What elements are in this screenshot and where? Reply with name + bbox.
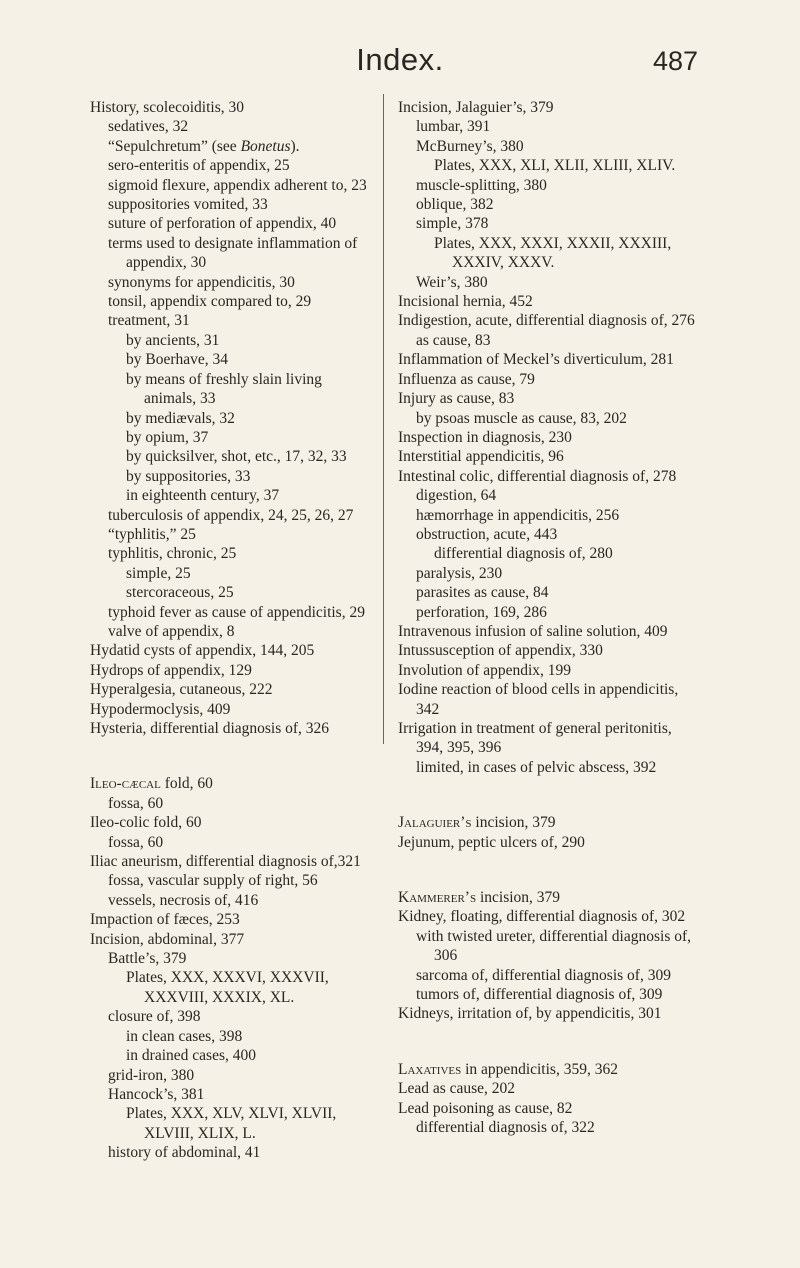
index-subentry: Battle’s, 379 [108,950,187,968]
index-entry: Hydrops of appendix, 129 [90,661,252,679]
index-subentry: differential diagnosis of, 322 [416,1119,595,1137]
index-entry: Hypodermoclysis, 409 [90,700,231,718]
index-subentry: by ancients, 31 [126,331,220,349]
index-subentry: Plates, XXX, XLV, XLVI, XLVII, XLVIII, XLIX, L. [126,1105,337,1142]
index-entry: Iodine reaction of blood cells in appendicitis, 342 [398,681,679,718]
index-subentry: limited, in cases of pelvic abscess, 392 [416,758,657,776]
index-subentry: stercoraceous, 25 [126,584,234,602]
index-entry: Jalaguier’s incision, 379 [398,814,556,832]
index-entry: Ileo-colic fold, 60 [90,814,202,832]
index-subentry: Weir’s, 380 [416,273,488,291]
index-entry: Intestinal colic, differential diagnosis of, 278 [398,467,677,485]
index-subentry: fossa, 60 [108,794,164,812]
index-subentry: muscle-splitting, 380 [416,176,547,194]
index-entry: Lead poisoning as cause, 82 [398,1099,573,1117]
index-entry: Indigestion, acute, differential diagnosis of, 276 [398,312,695,330]
index-subentry: tumors of, differential diagnosis of, 309 [416,986,663,1004]
index-subentry: sero-enteritis of appendix, 25 [108,157,290,175]
index-subentry: simple, 25 [126,564,191,582]
index-subentry: fossa, 60 [108,833,164,851]
index-subentry: lumbar, 391 [416,118,491,136]
index-subentry: parasites as cause, 84 [416,584,549,602]
section-gap [398,777,698,813]
index-subentry: sarcoma of, differential diagnosis of, 309 [416,966,671,984]
index-subentry: by means of freshly slain living animals, 33 [126,370,322,408]
index-subentry: paralysis, 230 [416,564,503,582]
index-subentry: terms used to designate inflammation of appendix, 30 [108,234,358,272]
index-subentry: McBurney’s, 380 [416,137,524,155]
index-entry: Kidney, floating, differential diagnosis of, 302 [398,908,686,926]
index-subentry: in drained cases, 400 [126,1047,256,1065]
index-subentry: oblique, 382 [416,196,494,214]
index-subentry: vessels, necrosis of, 416 [108,891,259,909]
index-entry: Hydatid cysts of appendix, 144, 205 [90,642,315,660]
index-entry: Hysteria, differential diagnosis of, 326 [90,720,330,737]
index-entry: Kidneys, irritation of, by appendicitis, 301 [398,1005,662,1023]
index-subentry: digestion, 64 [416,487,497,505]
index-entry: Intravenous infusion of saline solution, 409 [398,622,668,640]
index-subentry: synonyms for appendicitis, 30 [108,273,295,291]
index-subentry: treatment, 31 [108,312,190,330]
index-entry: Ileo-cæcal fold, 60 [90,775,213,793]
index-subentry: history of abdominal, 41 [108,1144,261,1162]
index-subentry: valve of appendix, 8 [108,622,235,640]
index-subentry: by quicksilver, shot, etc., 17, 32, 33 [126,448,347,466]
index-subentry: grid-iron, 380 [108,1066,195,1084]
index-entry: Hyperalgesia, cutaneous, 222 [90,681,273,699]
page-title: Index. [356,42,444,77]
index-subentry: with twisted ureter, differential diagnosis of, 306 [416,927,692,965]
index-column-right [398,98,698,1138]
index-entry: Laxatives in appendicitis, 359, 362 [398,1060,618,1078]
index-entry: History, scolecoiditis, 30 [90,99,244,116]
page-header [0,42,800,82]
index-subentry: by Boerhave, 34 [126,351,229,369]
index-entry: Incision, Jalaguier’s, 379 [398,99,554,116]
index-subentry: differential diagnosis of, 280 [434,545,613,563]
index-subentry: tuberculosis of appendix, 24, 25, 26, 27 [108,506,354,524]
index-entry: Interstitial appendicitis, 96 [398,448,564,466]
index-subentry: as cause, 83 [416,331,491,349]
index-entry: Kammerer’s incision, 379 [398,889,561,907]
index-subentry: suppositories vomited, 33 [108,196,268,214]
index-subentry: obstruction, acute, 443 [416,525,558,543]
column-divider [383,94,384,744]
section-gap [90,738,375,774]
index-entry: Iliac aneurism, differential diagnosis of,321 [90,853,361,871]
index-subentry: hæmorrhage in appendicitis, 256 [416,506,620,524]
index-entry: Inflammation of Meckel’s diverticulum, 281 [398,351,674,369]
index-subentry: Plates, XXX, XXXVI, XXXVII, XXXVIII, XXXIX, XL. [126,969,329,1006]
index-entry: Influenza as cause, 79 [398,370,535,388]
index-entry: Involution of appendix, 199 [398,661,572,679]
index-subentry: Plates, XXX, XLI, XLII, XLIII, XLIV. [434,157,676,175]
index-entry: Impaction of fæces, 253 [90,911,240,929]
section-gap [398,852,698,888]
index-subentry: tonsil, appendix compared to, 29 [108,293,312,311]
index-subentry: “typhlitis,” 25 [108,525,196,543]
index-subentry: perforation, 169, 286 [416,603,547,621]
index-subentry: by psoas muscle as cause, 83, 202 [416,409,627,427]
index-subentry: sedatives, 32 [108,118,189,136]
index-entry: Intussusception of appendix, 330 [398,642,603,660]
index-entry: Inspection in diagnosis, 230 [398,428,572,446]
index-subentry: closure of, 398 [108,1008,201,1026]
index-subentry: typhlitis, chronic, 25 [108,545,237,563]
index-entry: Incision, abdominal, 377 [90,930,245,948]
index-subentry: suture of perforation of appendix, 40 [108,215,337,233]
index-entry: Lead as cause, 202 [398,1080,516,1098]
index-subentry: in eighteenth century, 37 [126,487,280,505]
page-number: 487 [652,46,698,76]
index-entry: Jejunum, peptic ulcers of, 290 [398,833,585,851]
index-subentry: by suppositories, 33 [126,467,251,485]
index-subentry: Hancock’s, 381 [108,1085,205,1103]
index-entry: Irrigation in treatment of general peritonitis, 394, 395, 396 [398,720,672,757]
section-gap [398,1024,698,1060]
index-subentry: in clean cases, 398 [126,1027,243,1045]
index-column-left [90,98,375,1163]
index-subentry: “Sepulchretum” (see Bonetus). [108,137,300,155]
index-entry: Incisional hernia, 452 [398,293,533,311]
index-subentry: fossa, vascular supply of right, 56 [108,872,318,890]
index-subentry: by opium, 37 [126,428,209,446]
index-subentry: Plates, XXX, XXXI, XXXII, XXXIII, XXXIV, XXXV. [434,234,672,272]
index-subentry: sigmoid flexure, appendix adherent to, 23 [108,176,367,194]
index-subentry: by mediævals, 32 [126,409,235,427]
index-subentry: simple, 378 [416,215,489,233]
index-subentry: typhoid fever as cause of appendicitis, 29 [108,603,365,621]
index-entry: Injury as cause, 83 [398,390,515,408]
